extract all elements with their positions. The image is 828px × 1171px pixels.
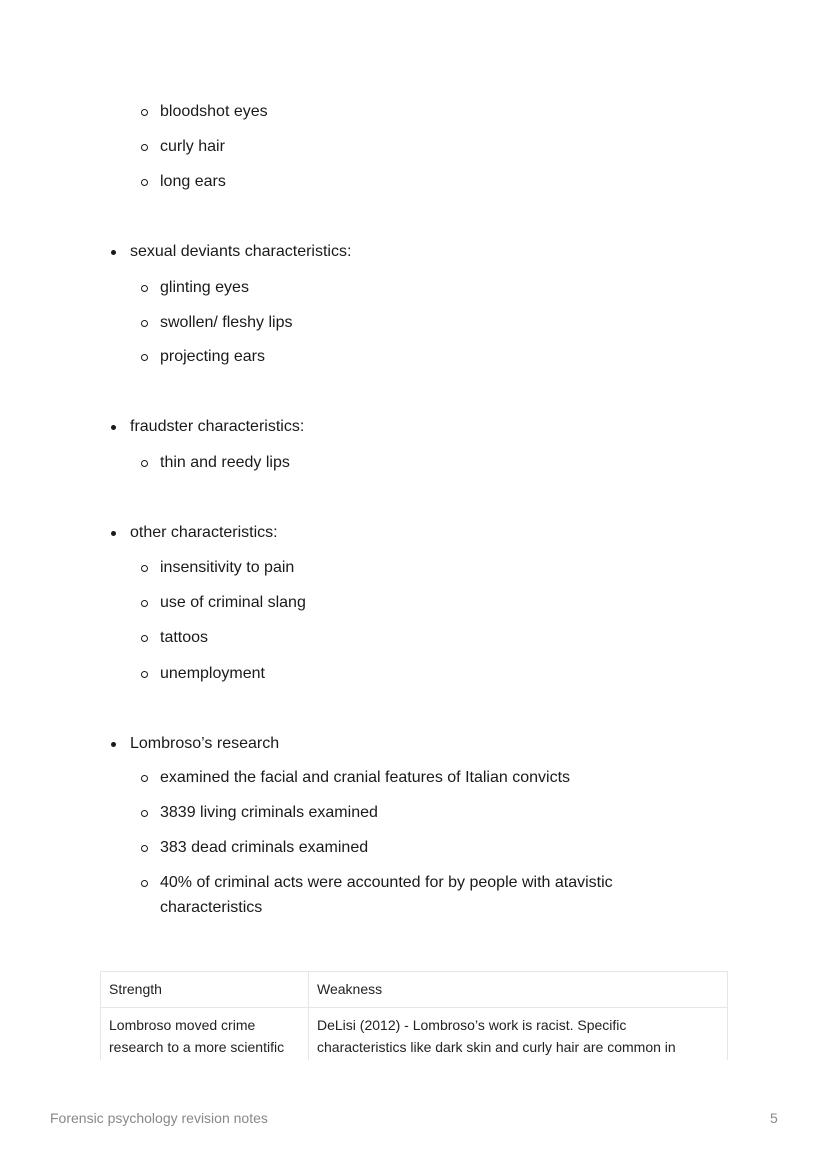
bullet-icon (111, 742, 116, 747)
hollow-bullet-icon (141, 460, 148, 467)
column-header-weakness: Weakness (309, 972, 728, 1008)
hollow-bullet-icon (141, 810, 148, 817)
hollow-bullet-icon (141, 775, 148, 782)
bullet-icon (111, 250, 116, 255)
hollow-bullet-icon (141, 144, 148, 151)
footer-title: Forensic psychology revision notes (50, 1110, 268, 1126)
hollow-bullet-icon (141, 565, 148, 572)
hollow-bullet-icon (141, 109, 148, 116)
hollow-bullet-icon (141, 179, 148, 186)
hollow-bullet-icon (141, 880, 148, 887)
table-cell: Lombroso moved crime research to a more scientific (101, 1008, 309, 1071)
table-header-row (101, 972, 728, 1008)
column-header-strength: Strength (101, 972, 309, 1008)
hollow-bullet-icon (141, 285, 148, 292)
hollow-bullet-icon (141, 845, 148, 852)
hollow-bullet-icon (141, 671, 148, 678)
hollow-bullet-icon (141, 600, 148, 607)
hollow-bullet-icon (141, 635, 148, 642)
hollow-bullet-icon (141, 320, 148, 327)
page-cut-off (99, 1060, 731, 1074)
hollow-bullet-icon (141, 354, 148, 361)
table-cell: DeLisi (2012) - Lombroso’s work is racist. Specific characteristics like dark skin and curly hair are common in (309, 1008, 728, 1071)
bullet-icon (111, 425, 116, 430)
strength-weakness-table (100, 971, 728, 1071)
bullet-icon (111, 531, 116, 536)
page-number: 5 (770, 1110, 778, 1126)
